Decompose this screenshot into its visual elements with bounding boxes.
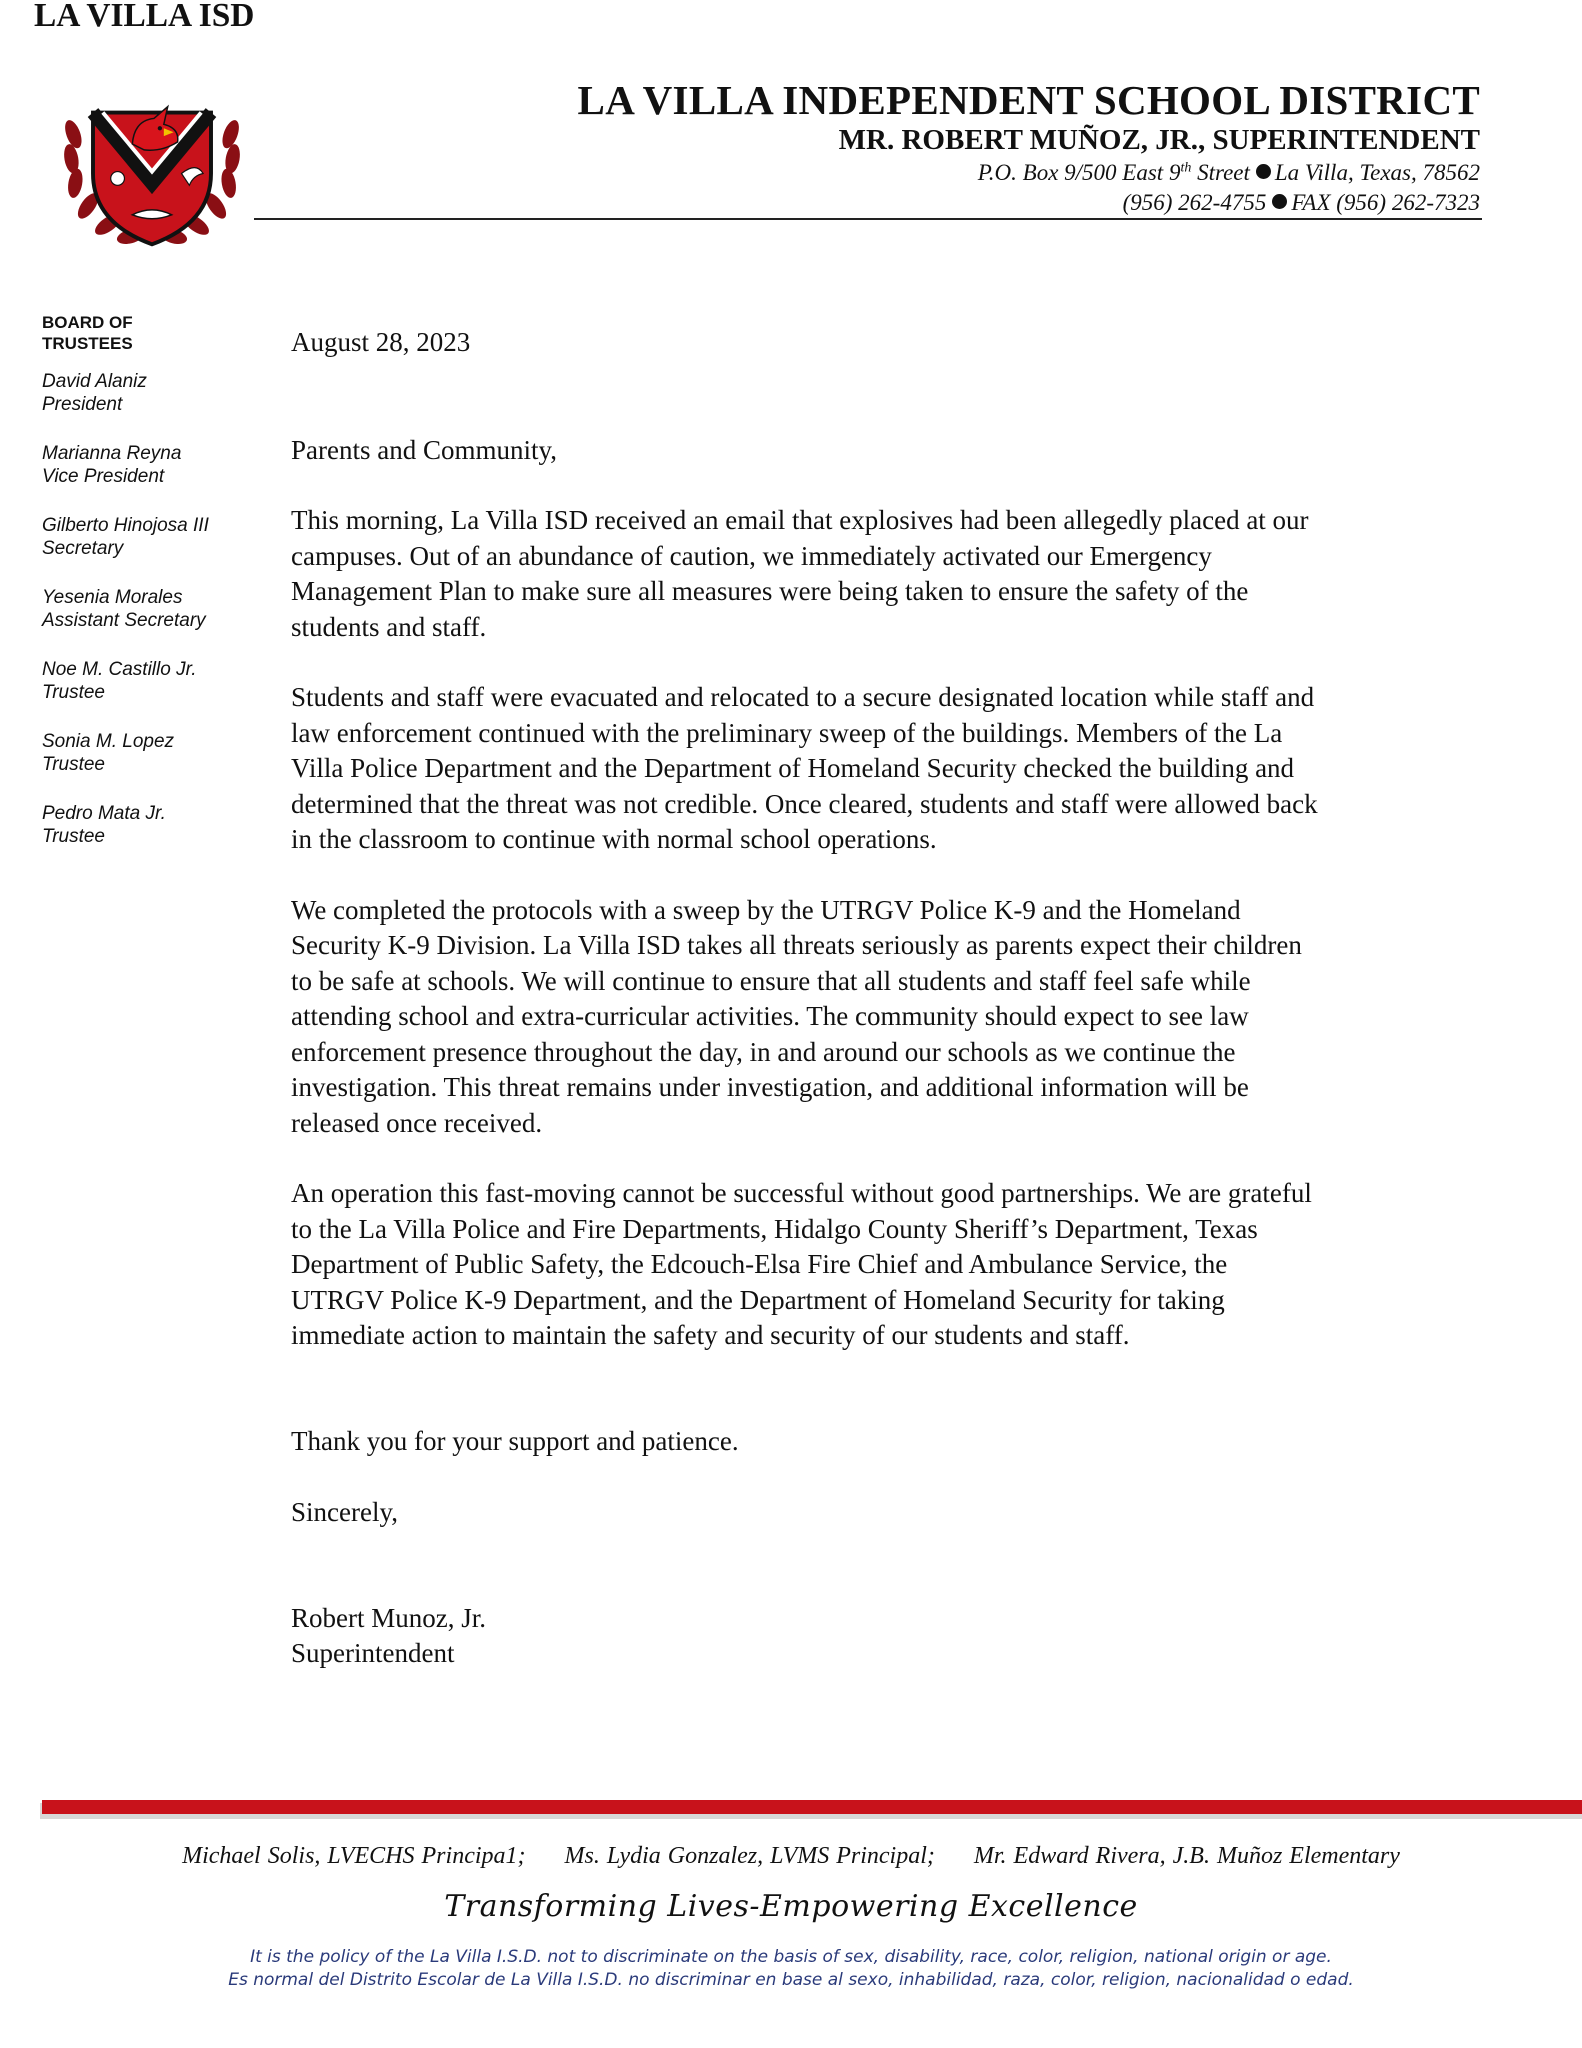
text-line: students and staff. xyxy=(291,611,487,642)
footer-red-rule xyxy=(42,1800,1582,1814)
text-line: enforcement presence throughout the day, in and around our schools as we continue the xyxy=(291,1036,1236,1067)
trustee-name: Pedro Mata Jr. xyxy=(42,803,166,824)
trustee-role: Trustee xyxy=(42,754,106,775)
trustee-role: Assistant Secretary xyxy=(42,610,206,631)
address-superscript: th xyxy=(1180,160,1192,176)
text-line: released once received. xyxy=(291,1107,543,1138)
address-street: P.O. Box 9/500 East 9 xyxy=(977,160,1181,185)
trustee-role: Trustee xyxy=(42,826,106,847)
text-line: determined that the threat was not credible. Once cleared, students and staff were allowed back xyxy=(291,788,1318,819)
text-line: Department of Public Safety, the Edcouch-Elsa Fire Chief and Ambulance Service, the xyxy=(291,1249,1228,1279)
trustee-role: Secretary xyxy=(42,538,124,559)
trustee-name: Sonia M. Lopez xyxy=(42,731,175,752)
trustee-role: Vice President xyxy=(42,466,165,487)
district-logo xyxy=(34,0,270,262)
letter-paragraph xyxy=(291,1176,1486,1354)
text-line: Management Plan to make sure all measures were being taken to ensure the safety of the xyxy=(291,576,1249,606)
phone-number: (956) 262-4755 xyxy=(1122,190,1267,215)
district-address xyxy=(978,160,1480,186)
text-line: An operation this fast-moving cannot be successful without good partnerships. We are grateful xyxy=(291,1178,1312,1208)
trustee-name: David Alaniz xyxy=(42,371,147,392)
trustee-entry xyxy=(42,730,252,776)
trustee-name: Marianna Reyna xyxy=(42,443,182,464)
trustee-entry xyxy=(42,802,252,848)
text-line: Students and staff were evacuated and relocated to a secure designated location while staff and xyxy=(291,682,1315,712)
policy-spanish: Es normal del Distrito Escolar de La Villa I.S.D. no discriminar en base al sexo, inhabilidad, raza, color, religion, nacionalidad o edad. xyxy=(228,1970,1354,1990)
emblem-icon xyxy=(111,172,125,186)
principal-1: Michael Solis, LVECHS Principa1; xyxy=(182,1843,526,1869)
signer-title: Superintendent xyxy=(291,1638,455,1668)
district-phone-line xyxy=(1123,190,1480,216)
text-line: to be safe at schools. We will continue to ensure that all students and staff feel safe while xyxy=(291,965,1251,996)
trustee-entry xyxy=(42,586,252,632)
text-line: campuses. Out of an abundance of caution, we immediately activated our Emergency xyxy=(291,540,1212,571)
board-title-line: TRUSTEES xyxy=(42,334,133,353)
trustee-name: Noe M. Castillo Jr. xyxy=(42,659,197,680)
bullet-icon xyxy=(1272,194,1287,209)
text-line: Villa Police Department and the Department of Homeland Security checked the building and xyxy=(291,753,1295,783)
board-of-trustees xyxy=(42,312,252,874)
signer-name: Robert Munoz, Jr. xyxy=(291,1602,486,1633)
letter-paragraph xyxy=(291,893,1486,1142)
text-line: Security K-9 Division. La Villa ISD takes all threats seriously as parents expect their children xyxy=(291,930,1302,960)
bullet-icon xyxy=(1256,164,1271,179)
trustee-name: Yesenia Morales xyxy=(42,587,183,608)
logo-text: LA VILLA ISD xyxy=(34,0,255,34)
text-line: immediate action to maintain the safety and security of our students and staff. xyxy=(291,1320,1130,1350)
principal-2: Ms. Lydia Gonzalez, LVMS Principal; xyxy=(564,1843,935,1869)
trustee-role: Trustee xyxy=(42,682,106,703)
trustee-entry xyxy=(42,442,252,488)
trustee-role: President xyxy=(42,394,123,415)
letter-salutation: Parents and Community, xyxy=(291,434,557,465)
board-title-line: BOARD OF xyxy=(42,313,133,332)
text-line: We completed the protocols with a sweep by the UTRGV Police K-9 and the Homeland xyxy=(291,894,1241,925)
district-motto: Transforming Lives-Empowering Excellence xyxy=(444,1889,1138,1924)
trustee-name: Gilberto Hinojosa III xyxy=(42,515,209,536)
text-line: This morning, La Villa ISD received an email that explosives had been allegedly placed at our xyxy=(291,505,1309,535)
letter-closing: Sincerely, xyxy=(291,1497,398,1527)
text-line: in the classroom to continue with normal school operations. xyxy=(291,824,937,854)
letter-thanks: Thank you for your support and patience. xyxy=(291,1425,739,1456)
address-city: La Villa, Texas, 78562 xyxy=(1274,160,1480,185)
text-line: to the La Villa Police and Fire Departments, Hidalgo County Sheriff’s Department, Texas xyxy=(291,1213,1258,1244)
letter-paragraph xyxy=(291,503,1486,645)
text-line: investigation. This threat remains under investigation, and additional information will be xyxy=(291,1072,1249,1102)
letter-body xyxy=(291,325,1486,1672)
fax-number: FAX (956) 262-7323 xyxy=(1291,190,1480,215)
trustee-entry xyxy=(42,514,252,560)
principal-3: Mr. Edward Rivera, J.B. Muñoz Elementary xyxy=(973,1843,1400,1869)
trustee-entry xyxy=(42,658,252,704)
trustee-entry xyxy=(42,370,252,416)
district-name: LA VILLA INDEPENDENT SCHOOL DISTRICT xyxy=(577,77,1480,123)
text-line: law enforcement continued with the preliminary sweep of the buildings. Members of the La xyxy=(291,717,1283,748)
superintendent-name: MR. ROBERT MUÑOZ, JR., SUPERINTENDENT xyxy=(838,124,1480,156)
principals-line xyxy=(0,1843,1582,1870)
policy-english: It is the policy of the La Villa I.S.D. not to discriminate on the basis of sex, disability, race, color, religion, national origin or age. xyxy=(250,1947,1332,1967)
address-street-suffix: Street xyxy=(1191,160,1250,185)
letter-date: August 28, 2023 xyxy=(291,327,471,357)
letter-paragraph xyxy=(291,680,1486,858)
text-line: UTRGV Police K-9 Department, and the Department of Homeland Security for taking xyxy=(291,1284,1225,1315)
header-divider xyxy=(254,218,1482,220)
board-title xyxy=(42,312,252,354)
text-line: attending school and extra-curricular activities. The community should expect to see law xyxy=(291,1001,1249,1031)
